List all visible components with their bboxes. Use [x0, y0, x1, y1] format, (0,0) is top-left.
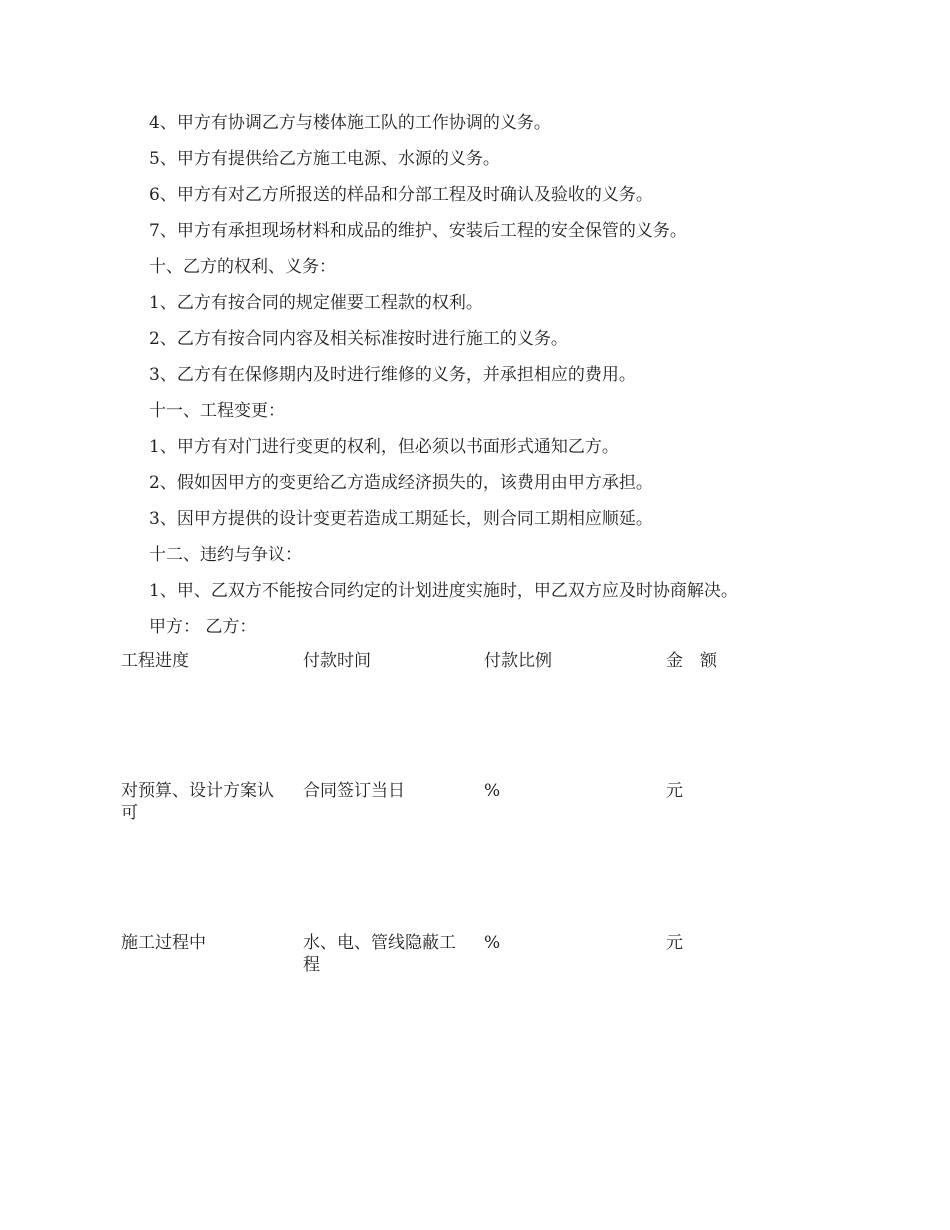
table-cell: 施工过程中	[121, 933, 206, 953]
table-cell: 合同签订当日	[303, 781, 405, 801]
signature-line: 甲方： 乙方：	[149, 617, 257, 637]
table-header-cell: 工程进度	[121, 651, 189, 671]
section-heading: 十一、工程变更：	[149, 401, 285, 421]
paragraph: 2、乙方有按合同内容及相关标准按时进行施工的义务。	[149, 329, 568, 349]
paragraph: 1、甲、乙双方不能按合同约定的计划进度实施时，甲乙双方应及时协商解决。	[149, 581, 738, 601]
table-cell: %	[484, 933, 501, 953]
section-heading: 十二、违约与争议：	[149, 545, 302, 565]
paragraph: 4、甲方有协调乙方与楼体施工队的工作协调的义务。	[149, 113, 551, 133]
table-cell: %	[484, 781, 501, 801]
table-cell: 元	[666, 781, 683, 801]
table-cell: 对预算、设计方案认可	[121, 781, 274, 823]
table-cell: 水、电、管线隐蔽工程	[303, 933, 456, 975]
paragraph: 7、甲方有承担现场材料和成品的维护、安装后工程的安全保管的义务。	[149, 221, 687, 241]
table-header-cell: 付款时间	[303, 651, 371, 671]
table-header-cell: 付款比例	[484, 651, 552, 671]
paragraph: 5、甲方有提供给乙方施工电源、水源的义务。	[149, 149, 500, 169]
paragraph: 2、假如因甲方的变更给乙方造成经济损失的，该费用由甲方承担。	[149, 473, 653, 493]
paragraph: 1、甲方有对门进行变更的权利，但必须以书面形式通知乙方。	[149, 437, 619, 457]
paragraph: 6、甲方有对乙方所报送的样品和分部工程及时确认及验收的义务。	[149, 185, 653, 205]
paragraph: 3、因甲方提供的设计变更若造成工期延长，则合同工期相应顺延。	[149, 509, 653, 529]
table-cell: 元	[666, 933, 683, 953]
paragraph: 3、乙方有在保修期内及时进行维修的义务，并承担相应的费用。	[149, 365, 636, 385]
section-heading: 十、乙方的权利、义务：	[149, 257, 336, 277]
paragraph: 1、乙方有按合同的规定催要工程款的权利。	[149, 293, 483, 313]
table-header-cell: 金 额	[666, 651, 717, 671]
